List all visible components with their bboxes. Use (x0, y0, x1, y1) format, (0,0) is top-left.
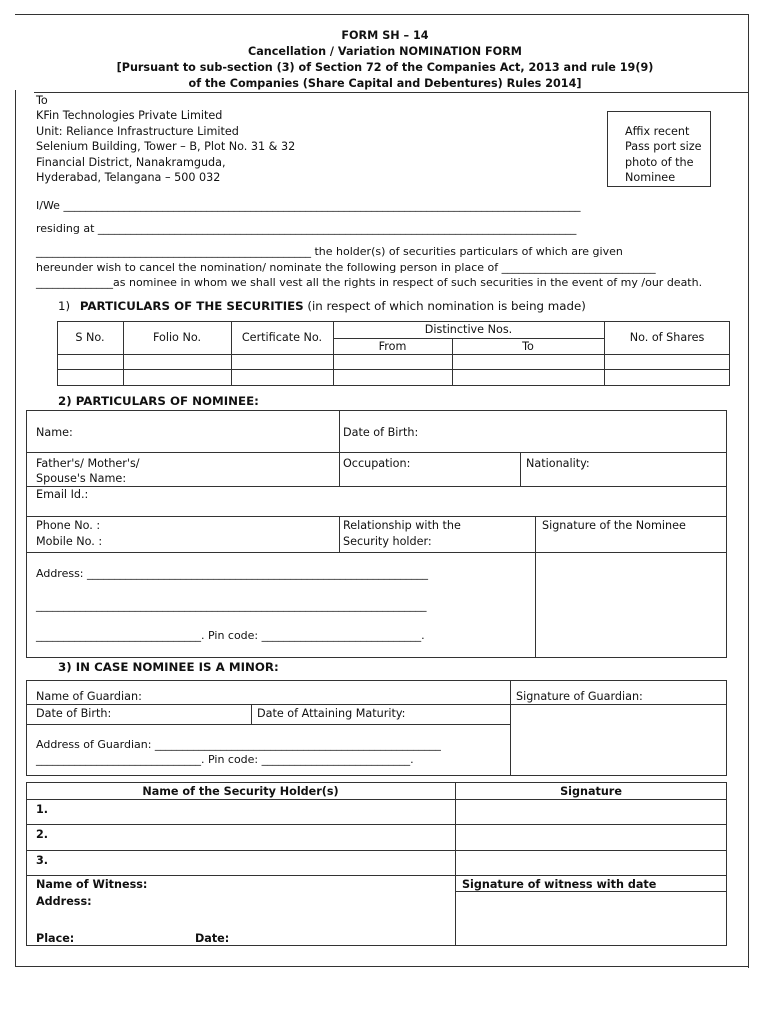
witness-signature-label: Signature of witness with date (462, 878, 657, 891)
place-label: Place: (36, 932, 75, 945)
holders-table (26, 782, 727, 946)
nominee-phone-label: Phone No. : (36, 519, 101, 532)
nominee-mobile-label: Mobile No. : (36, 535, 103, 548)
form-subtitle-2: of the Companies (Share Capital and Debentures) Rules 2014] (188, 77, 582, 90)
address-line-4: Financial District, Nanakramguda, (36, 156, 226, 169)
form-title: Cancellation / Variation NOMINATION FORM (248, 45, 522, 58)
declaration-residing: residing at _______________________________________________________________________________________ (36, 222, 577, 235)
page-border-left (15, 90, 16, 966)
address-to: To (36, 94, 48, 107)
photo-box-line-3: photo of the (625, 156, 694, 169)
page-border-right (748, 14, 749, 968)
nominee-parent-label-2: Spouse's Name: (36, 472, 127, 485)
col-shares: No. of Shares (629, 331, 705, 344)
nominee-occupation-label: Occupation: (343, 457, 411, 470)
holder-row-1: 1. (36, 803, 49, 816)
form-subtitle-1: [Pursuant to sub-section (3) of Section 72 of the Companies Act, 2013 and rule 19(9) (116, 61, 654, 74)
guardian-pin-label: ______________________________. Pin code: ___________________________. (36, 753, 414, 766)
col-sno: S No. (75, 331, 105, 344)
page-border-bottom (15, 966, 748, 967)
header-divider (34, 92, 748, 93)
guardian-signature-label: Signature of Guardian: (516, 690, 643, 703)
nominee-relation-label-2: Security holder: (343, 535, 432, 548)
section-1-number: 1) (58, 299, 71, 313)
nominee-signature-label: Signature of the Nominee (542, 519, 686, 532)
nominee-parent-label-1: Father's/ Mother's/ (36, 457, 140, 470)
guardian-maturity-label: Date of Attaining Maturity: (257, 707, 406, 720)
declaration-line-4: hereunder wish to cancel the nomination/ nominate the following person in place of ____________________________ (36, 261, 656, 274)
guardian-name-label: Name of Guardian: (36, 690, 142, 703)
section-1-note: (in respect of which nomination is being made) (307, 299, 586, 313)
photo-box-line-2: Pass port size (625, 140, 702, 153)
witness-address-label: Address: (36, 895, 92, 908)
nominee-email-label: Email Id.: (36, 488, 89, 501)
guardian-dob-label: Date of Birth: (36, 707, 112, 720)
address-line-3: Selenium Building, Tower – B, Plot No. 31 & 32 (36, 140, 296, 153)
holder-row-2: 2. (36, 828, 49, 841)
witness-name-label: Name of Witness: (36, 878, 148, 891)
nominee-nationality-label: Nationality: (526, 457, 590, 470)
section-1-heading (58, 299, 586, 313)
col-certificate: Certificate No. (241, 331, 323, 344)
declaration-line-3: __________________________________________________ the holder(s) of securities particulars of which are given (36, 245, 623, 258)
col-from: From (378, 340, 407, 353)
nominee-pin-label: ______________________________. Pin code: _____________________________. (36, 629, 425, 642)
col-to: To (522, 340, 534, 353)
section-2-title: 2) PARTICULARS OF NOMINEE: (58, 394, 259, 408)
address-line-2: Unit: Reliance Infrastructure Limited (36, 125, 239, 138)
nominee-dob-label: Date of Birth: (343, 426, 419, 439)
photo-box-line-4: Nominee (625, 171, 676, 184)
date-label: Date: (195, 932, 230, 945)
nominee-address-line: _______________________________________________________________________ (36, 599, 427, 612)
address-line-5: Hyderabad, Telangana – 500 032 (36, 171, 221, 184)
nominee-address-label: Address: ______________________________________________________________ (36, 567, 429, 580)
declaration-iwe: I/We ______________________________________________________________________________________________ (36, 199, 581, 212)
guardian-address-label: Address of Guardian: ____________________________________________________ (36, 738, 441, 751)
holder-signature-header: Signature (560, 785, 622, 798)
nominee-name-label: Name: (36, 426, 73, 439)
holder-row-3: 3. (36, 854, 49, 867)
nominee-table (26, 410, 727, 658)
declaration-line-5: ______________as nominee in whom we shall vest all the rights in respect of such securities in the event of my /our death. (36, 276, 703, 289)
section-3-title: 3) IN CASE NOMINEE IS A MINOR: (58, 660, 279, 674)
nominee-relation-label-1: Relationship with the (343, 519, 461, 532)
section-1-title: PARTICULARS OF THE SECURITIES (79, 299, 304, 313)
col-distinctive: Distinctive Nos. (424, 323, 513, 336)
address-line-1: KFin Technologies Private Limited (36, 109, 223, 122)
form-number: FORM SH – 14 (341, 29, 429, 42)
holder-name-header: Name of the Security Holder(s) (142, 785, 339, 798)
page-border-top (15, 14, 748, 15)
col-folio: Folio No. (152, 331, 202, 344)
photo-box-line-1: Affix recent (625, 125, 690, 138)
